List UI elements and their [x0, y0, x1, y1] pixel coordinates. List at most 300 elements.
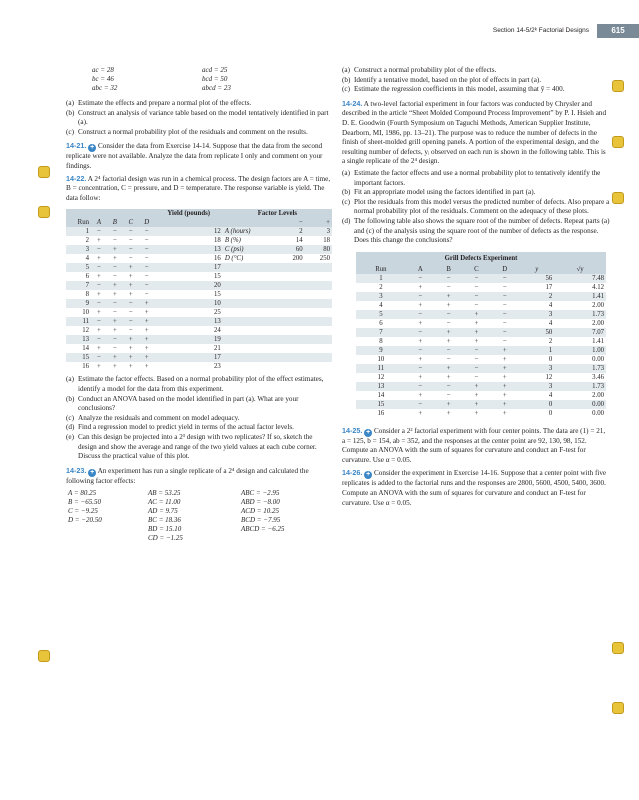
- table-cell: +: [502, 346, 507, 354]
- table-cell: 1: [85, 228, 89, 236]
- table-cell: +: [97, 309, 101, 317]
- table-cell: +: [418, 301, 423, 309]
- table-cell: +: [144, 318, 149, 326]
- table-cell: 1.00: [592, 346, 604, 354]
- item-label: (e): [66, 432, 74, 441]
- table-cell: 12: [82, 327, 89, 335]
- item-label: (b): [342, 75, 351, 84]
- note-icon[interactable]: [38, 166, 50, 178]
- table-cell: [305, 326, 332, 335]
- table-cell: +: [144, 354, 149, 362]
- table-cell: [223, 353, 278, 362]
- item-text: Fit an appropriate model using the factors identified in part (a).: [354, 188, 536, 197]
- col-plus: +: [326, 219, 330, 227]
- table-row: [66, 272, 332, 281]
- table-cell: +: [97, 237, 101, 245]
- item-text: Construct a normal probability plot of the residuals and comment on the results.: [78, 127, 308, 136]
- table-cell: 10: [214, 300, 221, 308]
- table-cell: [223, 263, 278, 272]
- item-text: Identify a tentative model, based on the plot of effects in part (a).: [354, 75, 542, 84]
- p1424-item-c: [342, 198, 610, 217]
- item-text: Conduct an ANOVA based on the model identified in part (a). What are your conclusions?: [78, 394, 299, 413]
- table-cell: +: [97, 273, 101, 281]
- table-cell: +: [128, 291, 133, 299]
- table-cell: −: [502, 274, 507, 282]
- table-cell: [277, 344, 304, 353]
- note-icon[interactable]: [612, 702, 624, 714]
- p1424-item-b: [342, 188, 610, 198]
- table-cell: 10: [82, 309, 89, 317]
- table-cell: +: [418, 373, 423, 381]
- table-cell: [223, 326, 278, 335]
- item-label: (c): [342, 85, 350, 94]
- table-row: [356, 373, 606, 382]
- table-cell: +: [128, 282, 133, 290]
- table-cell: [277, 290, 304, 299]
- table-cell: +: [446, 328, 451, 336]
- effect-value: BCD = −7.95: [241, 516, 281, 525]
- table-cell: 3.46: [592, 373, 604, 381]
- table-cell: 17: [214, 264, 221, 272]
- table-cell: +: [128, 336, 133, 344]
- table-cell: [305, 263, 332, 272]
- problem-14-22: [66, 174, 332, 204]
- prev-right-item-c: [342, 85, 610, 95]
- table-cell: +: [474, 337, 479, 345]
- table-row: [356, 301, 606, 310]
- table-cell: +: [144, 327, 149, 335]
- table-cell: +: [112, 291, 117, 299]
- table-cell: [277, 317, 304, 326]
- table-row: [66, 344, 332, 353]
- table-cell: 6: [85, 273, 89, 281]
- table-cell: +: [474, 391, 479, 399]
- table-cell: −: [97, 318, 101, 326]
- col-a: A: [96, 219, 102, 227]
- problem-number: 14-22.: [66, 173, 87, 183]
- table-cell: +: [112, 327, 117, 335]
- table-cell: +: [502, 373, 507, 381]
- problem-number: 14-26.: [342, 468, 363, 478]
- table-cell: +: [144, 300, 149, 308]
- table-cell: [223, 299, 278, 308]
- table-cell: −: [128, 228, 133, 236]
- table-cell: +: [502, 364, 507, 372]
- table-cell: 4: [379, 301, 383, 309]
- table-cell: +: [97, 291, 101, 299]
- problem-text: A two-level factorial experiment in four factors was conducted by Chrysler and described in the article “Sheet Molded Compound Process Improvement” by P. I. Hsieh and D. E. Goodwin (Fourth Symposium on Taguchi Methods, American Supplier Institute, Dearborn, MI, 1986, pp. 13–21). The purpose was to reduce the number of defects in the finish of sheet-molded grill opening panels. A portion of the experimental design, and the resulting number of defects, yᵢ observed on each run is shown in the following table. This is a single replicate of the 2⁴ design.: [342, 99, 607, 166]
- table-cell: −: [446, 346, 451, 354]
- table-cell: 1.73: [592, 310, 604, 318]
- item-label: (a): [342, 168, 350, 177]
- table-cell: [277, 263, 304, 272]
- table-cell: C (psi): [224, 246, 244, 254]
- table-cell: 17: [545, 283, 553, 291]
- effect-value: bc = 46: [92, 75, 114, 83]
- table-cell: 1.41: [592, 292, 604, 300]
- table-cell: 2: [379, 283, 383, 291]
- effect-value: abc = 32: [92, 84, 118, 92]
- effect-value: AC = 11.00: [148, 498, 181, 507]
- table-cell: 3: [548, 382, 553, 390]
- col-d: D: [144, 219, 150, 227]
- table-cell: −: [474, 283, 479, 291]
- item-text: Construct an analysis of variance table based on the model tentatively identified in part (a).: [78, 108, 329, 127]
- table-cell: 4.12: [592, 283, 604, 291]
- table-cell: 19: [214, 336, 221, 344]
- table-cell: [305, 281, 332, 290]
- col-run: Run: [77, 219, 89, 227]
- table-cell: 13: [214, 246, 221, 254]
- item-label: (c): [342, 197, 350, 206]
- table-cell: [277, 335, 304, 344]
- table-cell: +: [446, 400, 451, 408]
- table-cell: 3: [85, 246, 89, 254]
- note-icon[interactable]: [38, 650, 50, 662]
- table-cell: [223, 335, 278, 344]
- table-cell: 15: [214, 273, 221, 281]
- table-cell: −: [502, 328, 507, 336]
- table-cell: 3: [326, 228, 330, 236]
- table-row: [356, 355, 606, 364]
- table-cell: −: [502, 283, 507, 291]
- table-cell: −: [446, 391, 451, 399]
- prev-right-item-b: [342, 76, 610, 86]
- table-cell: 2.00: [592, 319, 604, 327]
- table-cell: −: [474, 364, 479, 372]
- prev-effects: [90, 66, 233, 93]
- table-cell: [277, 281, 304, 290]
- table-cell: +: [418, 391, 423, 399]
- table-cell: −: [418, 364, 423, 372]
- table-cell: 8: [85, 291, 89, 299]
- item-label: (d): [342, 216, 351, 225]
- table-cell: −: [97, 336, 101, 344]
- table-cell: −: [128, 309, 133, 317]
- table-cell: 56: [545, 274, 553, 282]
- table-cell: −: [502, 301, 507, 309]
- table-cell: 16: [377, 409, 385, 417]
- effect-value: B = −65.50: [68, 498, 101, 507]
- prev-right-item-a: [342, 66, 610, 76]
- table-cell: −: [418, 382, 423, 390]
- problem-14-25: [342, 426, 610, 466]
- effect-value: ABC = −2.95: [241, 489, 280, 498]
- item-label: (a): [66, 375, 74, 384]
- page-header: [420, 24, 639, 38]
- p1422-item-e: [66, 433, 332, 462]
- table-cell: 3: [548, 310, 553, 318]
- table-cell: 12: [377, 373, 385, 381]
- table-cell: +: [97, 363, 101, 371]
- table-cell: +: [128, 264, 133, 272]
- table-cell: +: [418, 283, 423, 291]
- table-cell: +: [474, 400, 479, 408]
- item-text: Analyze the residuals and comment on model adequacy.: [78, 413, 240, 422]
- col-c: C: [128, 219, 134, 227]
- effect-value: D = −20.50: [68, 516, 102, 525]
- item-label: (b): [66, 394, 75, 403]
- p1424-item-a: [342, 169, 610, 188]
- effect-value: [66, 525, 146, 534]
- section-title: Section 14-5/2ᵏ Factorial Designs: [492, 27, 589, 34]
- table-cell: −: [112, 309, 117, 317]
- table-cell: −: [144, 246, 149, 254]
- table-cell: 5: [379, 310, 383, 318]
- table-cell: 14: [377, 391, 385, 399]
- table-cell: 25: [214, 309, 221, 317]
- right-column: [342, 66, 610, 508]
- table-cell: 2: [85, 237, 89, 245]
- table-cell: −: [446, 382, 451, 390]
- table-row: [66, 245, 332, 254]
- table-row: [66, 227, 332, 236]
- yield-table: [66, 209, 332, 371]
- table-cell: 1.73: [592, 382, 604, 390]
- table-row: [66, 353, 332, 362]
- table-cell: 7.48: [592, 274, 604, 282]
- table-cell: +: [112, 363, 117, 371]
- table-cell: 12: [214, 228, 221, 236]
- table-cell: [223, 317, 278, 326]
- effect-value: BC = 18.36: [148, 516, 181, 525]
- effect-value: AB = 53.25: [148, 489, 181, 498]
- plus-icon[interactable]: +: [90, 144, 95, 152]
- problem-text: Consider the data from Exercise 14-14. Suppose that the data from the second replicate were not available. Analyze the data from replicate I only and comment on your findings.: [66, 142, 323, 170]
- table-cell: +: [474, 319, 479, 327]
- table-cell: +: [474, 328, 479, 336]
- table-cell: −: [144, 291, 149, 299]
- table-cell: 1: [379, 274, 383, 282]
- table-row: [66, 263, 332, 272]
- table-cell: 12: [545, 373, 553, 381]
- table-cell: [223, 272, 278, 281]
- table-row: [66, 516, 332, 525]
- table-cell: +: [446, 373, 451, 381]
- table-cell: 16: [214, 255, 221, 263]
- prev-item-c: [66, 128, 332, 138]
- table-cell: −: [474, 274, 479, 282]
- table-cell: [277, 308, 304, 317]
- table-cell: [223, 344, 278, 353]
- effect-value: BD = 15.10: [148, 525, 182, 534]
- problem-text: A 2⁴ factorial design was run in a chemical process. The design factors are A = time, B = concentration, C = pressure, and D = temperature. The response variable is yield. The data follow:: [66, 174, 331, 202]
- note-icon[interactable]: [612, 192, 624, 204]
- table-cell: +: [97, 255, 101, 263]
- table-cell: −: [97, 228, 101, 236]
- item-label: (a): [342, 66, 350, 74]
- plus-icon[interactable]: +: [366, 428, 371, 436]
- effect-value: [239, 534, 332, 543]
- table-cell: +: [502, 400, 507, 408]
- table-cell: −: [474, 346, 479, 354]
- problem-number: 14-25.: [342, 425, 363, 435]
- table-cell: A (hours): [224, 228, 251, 236]
- table-cell: −: [502, 310, 507, 318]
- table-cell: −: [112, 273, 117, 281]
- table-cell: −: [474, 301, 479, 309]
- table-cell: −: [128, 327, 133, 335]
- table-cell: 2.00: [592, 301, 604, 309]
- table-cell: 7: [379, 328, 383, 336]
- table-cell: [305, 344, 332, 353]
- table-cell: −: [144, 273, 149, 281]
- table-cell: 2: [548, 337, 553, 345]
- table-row: [356, 337, 606, 346]
- table-cell: 4: [548, 301, 553, 309]
- table-cell: 50: [545, 328, 553, 336]
- table-cell: 10: [377, 355, 385, 363]
- effect-value: ABCD = −6.25: [241, 525, 285, 534]
- item-text: Estimate the factor effects and use a normal probability plot to tentatively identify the important factors.: [354, 168, 601, 187]
- table-cell: [277, 353, 304, 362]
- table-cell: 0.00: [592, 355, 604, 363]
- plus-icon[interactable]: +: [366, 471, 371, 479]
- effect-value: C = −9.25: [68, 507, 98, 516]
- table-cell: [305, 299, 332, 308]
- table-row: [356, 283, 606, 292]
- col-sqrt-y: √y: [576, 265, 584, 273]
- col-a: A: [417, 265, 423, 273]
- table-cell: +: [502, 391, 507, 399]
- note-icon[interactable]: [612, 80, 624, 92]
- table-cell: +: [474, 409, 479, 417]
- grill-table: [356, 252, 606, 418]
- table-cell: 13: [214, 318, 221, 326]
- table-cell: +: [418, 319, 423, 327]
- table-cell: −: [502, 319, 507, 327]
- table-row: [356, 391, 606, 400]
- table-cell: −: [446, 355, 451, 363]
- table-row: [66, 254, 332, 263]
- table-cell: +: [112, 255, 117, 263]
- problem-number: 14-23.: [66, 465, 87, 475]
- table-cell: −: [502, 292, 507, 300]
- table-cell: −: [97, 300, 101, 308]
- table-row: [356, 409, 606, 418]
- table-cell: +: [474, 310, 479, 318]
- table-cell: 9: [379, 346, 383, 354]
- item-text: Estimate the regression coefficients in this model, assuming that ȳ = 400.: [354, 85, 565, 94]
- table-cell: 1.41: [592, 337, 604, 345]
- table-cell: +: [474, 382, 479, 390]
- table-cell: −: [144, 255, 149, 263]
- table-cell: −: [128, 237, 133, 245]
- table-cell: 4: [548, 391, 553, 399]
- item-text: Estimate the effects and prepare a normal plot of the effects.: [78, 99, 252, 107]
- table-cell: −: [446, 274, 451, 282]
- table-cell: 8: [379, 337, 383, 345]
- table-cell: +: [502, 382, 507, 390]
- plus-icon[interactable]: +: [90, 468, 95, 476]
- table-cell: 9: [85, 300, 89, 308]
- table-row: [66, 236, 332, 245]
- table-cell: +: [144, 345, 149, 353]
- problem-14-24: [342, 99, 610, 167]
- table-row: [356, 364, 606, 373]
- table-cell: −: [144, 228, 149, 236]
- table-cell: 15: [377, 400, 385, 408]
- table-row: [66, 281, 332, 290]
- table-row: [66, 317, 332, 326]
- table-cell: 13: [377, 382, 385, 390]
- table-cell: −: [128, 255, 133, 263]
- table-cell: +: [418, 355, 423, 363]
- effect-value: bcd = 50: [202, 75, 228, 83]
- col-d: D: [502, 265, 508, 273]
- problem-number: 14-21.: [66, 141, 87, 151]
- table-cell: 21: [214, 345, 221, 353]
- table-cell: −: [112, 336, 117, 344]
- table-row: [356, 274, 606, 283]
- table-cell: −: [418, 310, 423, 318]
- table-cell: 1.73: [592, 364, 604, 372]
- table-cell: −: [128, 300, 133, 308]
- table-row: [66, 507, 332, 516]
- item-label: (c): [66, 413, 74, 422]
- table-cell: −: [144, 282, 149, 290]
- table-cell: 3: [548, 364, 553, 372]
- table-cell: −: [112, 300, 117, 308]
- table-row: [356, 319, 606, 328]
- table-cell: 1: [548, 346, 553, 354]
- table-row: [356, 382, 606, 391]
- table-row: [66, 534, 332, 543]
- table-cell: 250: [319, 255, 330, 263]
- table-cell: +: [446, 292, 451, 300]
- note-icon[interactable]: [612, 642, 624, 654]
- table-cell: −: [97, 246, 101, 254]
- table-cell: −: [144, 264, 149, 272]
- effect-value: AD = 9.75: [148, 507, 178, 516]
- item-text: Plot the residuals from this model versus the predicted number of defects. Also prepare a normal probability plot of the residuals. Comment on the adequacy of these plots.: [354, 197, 610, 216]
- table-cell: [305, 308, 332, 317]
- table-cell: +: [128, 273, 133, 281]
- p1422-item-a: [66, 375, 332, 394]
- table-cell: 18: [323, 237, 330, 245]
- table-row: [356, 400, 606, 409]
- effect-value: ACD = 10.25: [241, 507, 279, 516]
- note-icon[interactable]: [38, 206, 50, 218]
- table-cell: [223, 281, 278, 290]
- table-cell: 16: [82, 363, 89, 371]
- table-cell: [305, 353, 332, 362]
- table-row: [356, 328, 606, 337]
- table-cell: 0: [548, 355, 553, 363]
- table-cell: −: [112, 345, 117, 353]
- table-cell: −: [418, 346, 423, 354]
- table-cell: 2: [299, 228, 303, 236]
- effect-value: abcd = 23: [202, 84, 231, 92]
- effect-value: A = 80.25: [68, 489, 97, 498]
- table-cell: 80: [323, 246, 330, 254]
- table-cell: +: [446, 409, 451, 417]
- table-cell: [305, 362, 332, 371]
- table-row: [66, 362, 332, 371]
- table-cell: −: [112, 237, 117, 245]
- table-cell: −: [446, 319, 451, 327]
- note-icon[interactable]: [612, 136, 624, 148]
- table-row: [66, 498, 332, 507]
- table-cell: +: [418, 409, 423, 417]
- problem-14-26: [342, 468, 610, 508]
- effect-value: CD = −1.25: [148, 534, 183, 543]
- table-cell: −: [128, 246, 133, 254]
- table-cell: [277, 272, 304, 281]
- item-text: Find a regression model to predict yield in terms of the actual factor levels.: [78, 423, 294, 432]
- table-cell: 4: [548, 319, 553, 327]
- table-cell: +: [128, 354, 133, 362]
